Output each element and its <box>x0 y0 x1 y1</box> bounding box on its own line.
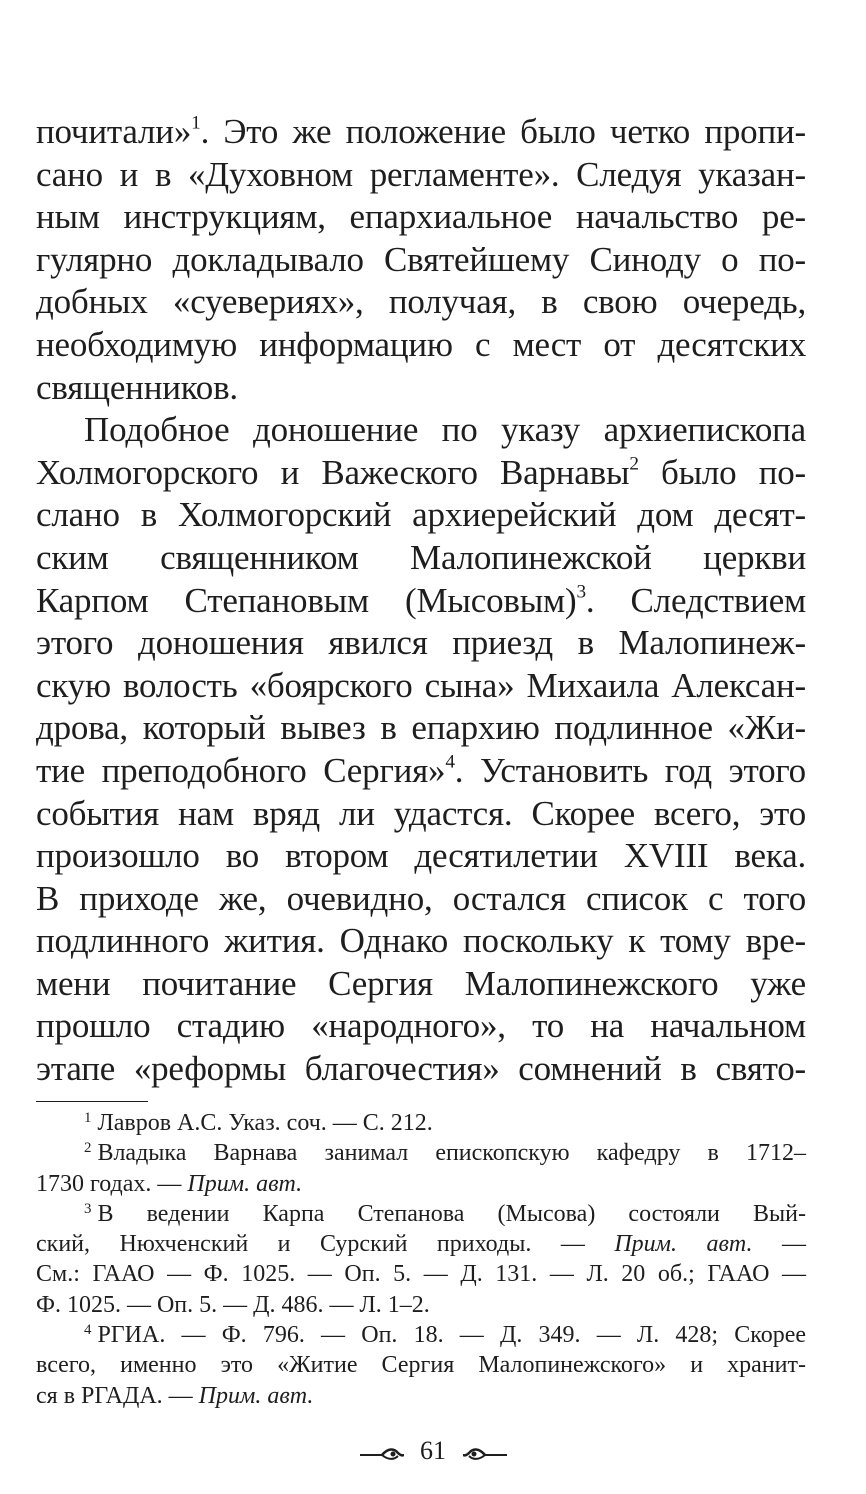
text-line: гулярно докладывало Святейшему Синоду о по- <box>36 239 806 279</box>
text-line: . Установить год этого <box>454 750 806 790</box>
footnote-text: В ведении Карпа Степанова (Мысова) состояли Вый- <box>97 1200 806 1227</box>
footnote-text: ский, Нюхченский и Сурский приходы. — <box>36 1231 615 1258</box>
footnote-author-note: Прим. авт. <box>198 1382 314 1409</box>
footnote-mark: 2 <box>84 1140 92 1157</box>
footnote-author-note: Прим. авт. <box>614 1231 753 1258</box>
paragraph-2 <box>36 409 806 1091</box>
text-line: скую волость «боярского сына» Михаила Алексан- <box>36 665 806 705</box>
text-line: события нам вряд ли удастся. Скорее всего, это <box>36 793 806 833</box>
footnote-text: Лавров А.С. Указ. соч. — С. 212. <box>97 1110 433 1136</box>
footnote-text: ся в РГАДА. — <box>36 1382 199 1409</box>
text-line: . Это же положение было четко пропи- <box>200 112 806 151</box>
footnote-text: РГИА. — Ф. 796. — Оп. 18. — Д. 349. — Л. 428; Скорее <box>97 1322 806 1349</box>
text-line: священников. <box>36 367 238 407</box>
footnote-1 <box>36 1108 806 1138</box>
text-line: дрова, который вывез в епархию подлинное «Жи- <box>36 708 806 748</box>
text-line: Холмогорского и Важеского Варнавы <box>36 452 630 492</box>
text-line: ным инструкциям, епархиальное начальство ре- <box>36 197 806 237</box>
footnote-text: — <box>752 1231 806 1258</box>
text-line: этого доношения явился приезд в Малопинеж- <box>36 623 806 663</box>
page-footer <box>0 1436 866 1468</box>
footnote-mark: 1 <box>84 1109 92 1126</box>
footnote-ref: 4 <box>445 751 455 773</box>
text-line: тие преподобного Сергия» <box>36 750 446 790</box>
footnote-mark: 4 <box>84 1321 92 1338</box>
footnotes <box>36 1108 806 1411</box>
text-line: . Следствием <box>585 580 806 620</box>
footnote-ref: 2 <box>629 453 639 475</box>
footnote-3 <box>36 1199 806 1320</box>
text-line: добных «суевериях», получая, в свою очередь, <box>36 282 806 322</box>
footnote-ref: 1 <box>191 112 201 134</box>
footnote-4 <box>36 1320 806 1411</box>
text-line: этапе «реформы благочестия» сомнений в свято- <box>36 1049 806 1089</box>
text-line: необходимую информацию с мест от десятских <box>36 324 806 364</box>
footnote-text: Владыка Варнава занимал епископскую кафедру в 1712– <box>97 1140 806 1167</box>
text-line: прошло стадию «народного», то на начальном <box>36 1006 806 1046</box>
footnote-author-note: Прим. авт. <box>187 1170 303 1197</box>
text-line: мени почитание Сергия Малопинежского уже <box>36 963 806 1003</box>
footnote-mark: 3 <box>84 1200 92 1217</box>
text-line: В приходе же, очевидно, остался список с того <box>36 878 806 918</box>
footnote-2 <box>36 1138 806 1199</box>
footnote-text: всего, именно это «Житие Сергия Малопинежского» и хранит- <box>36 1352 806 1379</box>
text-line: слано в Холмогорский архиерейский дом десят- <box>36 495 806 535</box>
text-line: почитали» <box>36 112 192 151</box>
text-line: сано и в «Духовном регламенте». Следуя указан- <box>36 154 806 194</box>
decorative-ornament-left-icon <box>360 1438 404 1468</box>
footnote-divider <box>36 1101 148 1102</box>
text-line: подлинного жития. Однако поскольку к тому вре- <box>36 921 806 961</box>
text-line: ским священником Малопинежской церкви <box>36 537 806 577</box>
text-line: Подобное доношение по указу архиепископа <box>84 410 806 450</box>
decorative-ornament-right-icon <box>463 1438 507 1468</box>
main-text <box>36 111 806 1091</box>
footnote-ref: 3 <box>576 581 586 603</box>
footnote-text: 1730 годах. — <box>36 1170 188 1197</box>
text-line: произошло во втором десятилетии XVIII века. <box>36 836 806 876</box>
text-line: было по- <box>638 452 807 492</box>
footnote-text: См.: ГААО — Ф. 1025. — Оп. 5. — Д. 131. — Л. 20 об.; ГААО — <box>36 1261 806 1288</box>
page-number: 61 <box>420 1436 446 1465</box>
paragraph-1 <box>36 111 806 409</box>
text-line: Карпом Степановым (Мысовым) <box>36 580 577 620</box>
footnote-text: Ф. 1025. — Оп. 5. — Д. 486. — Л. 1–2. <box>36 1291 430 1318</box>
